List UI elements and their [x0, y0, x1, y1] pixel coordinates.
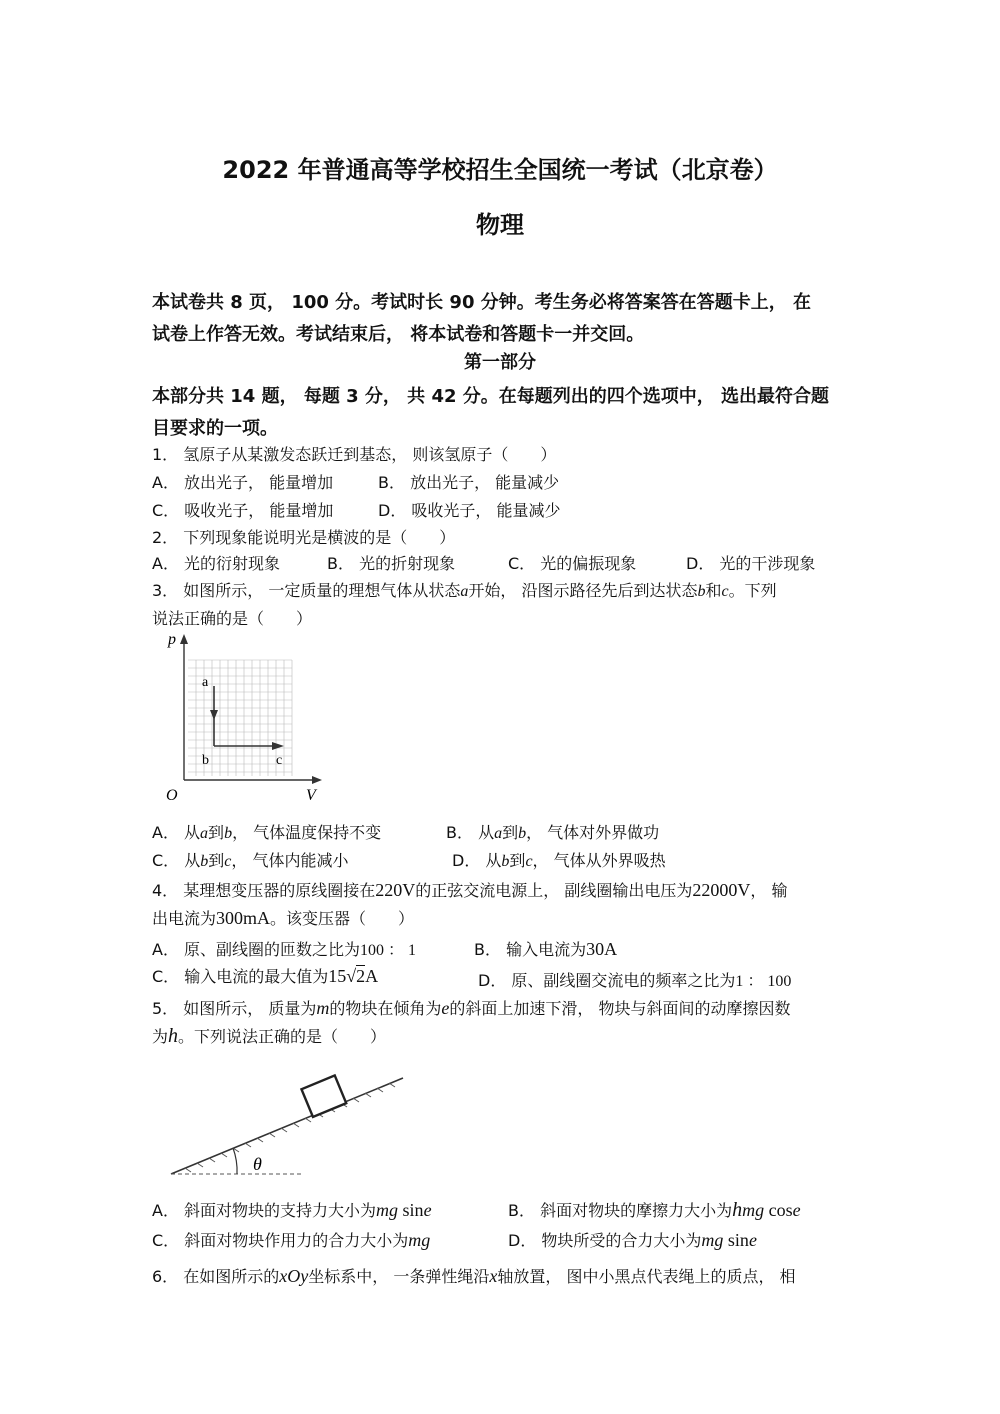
q3-stem-2: 说法正确的是（ ）: [152, 609, 313, 628]
part-description-2: 目要求的一项。: [152, 418, 278, 439]
part-title: 第一部分: [464, 352, 536, 373]
q4-option-b: B． 输入电流为30A: [474, 939, 618, 959]
q5-stem-2: 为h。下列说法正确的是（ ）: [152, 1025, 387, 1047]
path-b-to-c-arrow-icon: [272, 742, 284, 750]
q4-option-c: C． 输入电流的最大值为15√2A: [152, 966, 379, 986]
q4-stem-1: 4． 某理想变压器的原线圈接在220V的正弦交流电源上， 副线圈输出电压为22000V， 输: [152, 880, 788, 900]
q4-option-a: A． 原、副线圈的匝数之比为100 ： 1: [152, 940, 417, 959]
q3-option-c: C． 从b到c， 气体内能减小: [152, 851, 349, 870]
q1-option-b: B． 放出光子， 能量减少: [378, 473, 560, 492]
q2-stem: 2． 下列现象能说明光是横波的是（ ）: [152, 528, 456, 547]
v-axis-label: V: [306, 787, 316, 804]
q4-stem-2: 出电流为300mA。该变压器（ ）: [152, 908, 415, 928]
incline-hatching: [185, 1083, 395, 1172]
q3-pv-graph: [160, 628, 330, 808]
q1-option-d: D． 吸收光子， 能量减少: [378, 501, 561, 520]
incline-surface: [171, 1078, 403, 1174]
instructions-line-1: 本试卷共 8 页， 100 分。考试时长 90 分钟。考生务必将答案答在答题卡上， 在: [152, 292, 812, 313]
exam-title: 2022 年普通高等学校招生全国统一考试（北京卷）: [222, 156, 778, 184]
q5-option-d: D． 物块所受的合力大小为mg sine: [508, 1230, 757, 1250]
q3-option-d: D． 从b到c， 气体从外界吸热: [452, 851, 666, 870]
q5-option-a: A． 斜面对物块的支持力大小为mg sine: [152, 1200, 432, 1220]
theta-label: θ: [253, 1154, 262, 1174]
subject-title: 物理: [476, 211, 524, 239]
q3-option-a: A． 从a到b， 气体温度保持不变: [152, 823, 382, 842]
q1-option-a: A． 放出光子， 能量增加: [152, 473, 334, 492]
part-description-1: 本部分共 14 题， 每题 3 分， 共 42 分。在每题列出的四个选项中， 选出最符合题: [152, 386, 830, 407]
point-c-label: c: [276, 753, 283, 768]
block: [301, 1075, 346, 1116]
path-a-to-b-arrow-icon: [210, 710, 218, 720]
q6-stem: 6． 在如图所示的xOy坐标系中， 一条弹性绳沿x轴放置， 图中小黑点代表绳上的质点， 相: [152, 1266, 796, 1286]
q2-option-c: C． 光的偏振现象: [508, 554, 637, 573]
q4-option-d: D． 原、副线圈交流电的频率之比为1 ： 100: [478, 971, 792, 990]
q3-option-b: B． 从a到b， 气体对外界做功: [446, 823, 660, 842]
q1-stem: 1． 氢原子从某激发态跃迁到基态， 则该氢原子（ ）: [152, 445, 557, 464]
q2-option-d: D． 光的干涉现象: [686, 554, 816, 573]
v-axis-arrow-icon: [312, 776, 322, 784]
q1-option-c: C． 吸收光子， 能量增加: [152, 501, 334, 520]
q5-stem-1: 5． 如图所示， 质量为m的物块在倾角为e的斜面上加速下滑， 物块与斜面间的动摩擦因数: [152, 998, 791, 1018]
p-axis-arrow-icon: [180, 634, 188, 644]
point-b-label: b: [202, 753, 209, 768]
q2-option-a: A． 光的衍射现象: [152, 554, 281, 573]
instructions-line-2: 试卷上作答无效。考试结束后， 将本试卷和答题卡一并交回。: [152, 324, 645, 345]
point-a-label: a: [202, 675, 209, 690]
q5-option-b: B． 斜面对物块的摩擦力大小为hmg cose: [508, 1199, 801, 1221]
q5-incline-figure: [165, 1066, 415, 1182]
angle-arc: [233, 1148, 237, 1174]
q5-option-c: C． 斜面对物块作用力的合力大小为mg: [152, 1230, 431, 1250]
q2-option-b: B． 光的折射现象: [327, 554, 456, 573]
sqrt-sign-icon: √: [346, 966, 357, 986]
q3-stem-1: 3． 如图所示， 一定质量的理想气体从状态a开始， 沿图示路径先后到达状态b和c。下列: [152, 581, 777, 600]
origin-label: O: [166, 787, 178, 804]
p-axis-label: p: [168, 631, 176, 648]
